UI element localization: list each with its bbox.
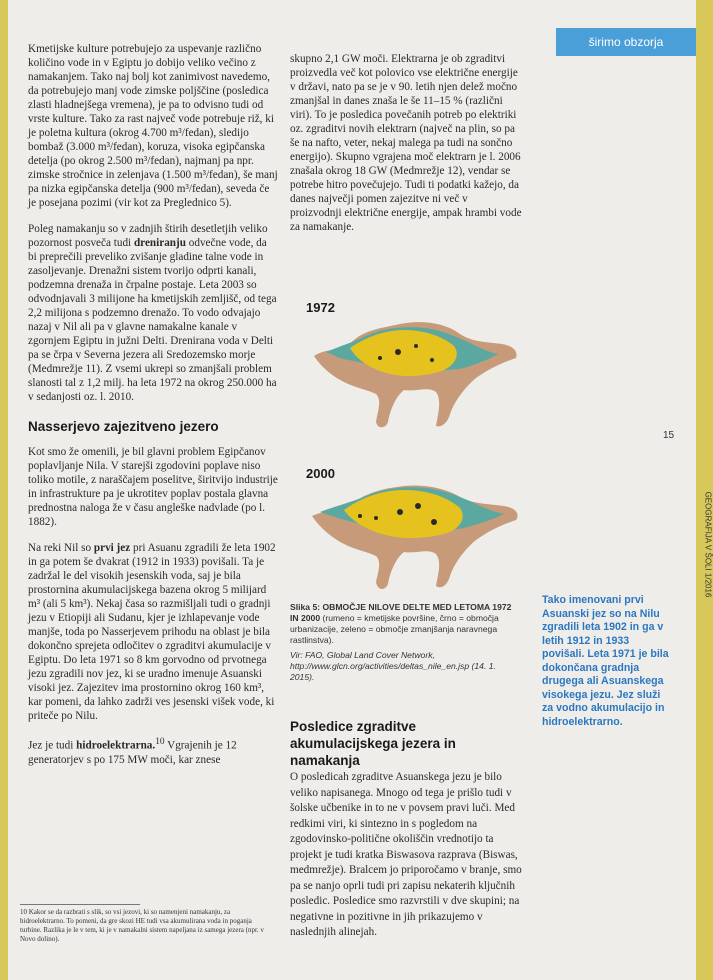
sidebar-note: Tako imenovani prvi Asuanski jez so na Nilu zgradili leta 1902 in ga v letih 1912 in 1933 povišali. Leta 1971 je bila dokončana gradnja drugega ali Asuanskega visokega jezu. Jez služi za vodno akumulacijo in hidroelektrarno. xyxy=(542,594,669,728)
footnote-divider xyxy=(20,904,140,905)
right-column-top xyxy=(290,52,522,234)
footnote-ref: 10 xyxy=(155,737,165,747)
figure-caption xyxy=(290,602,522,683)
delta-map-1972 xyxy=(304,318,524,436)
paragraph-crops: Kmetijske kulture potrebujejo za uspevanje različno količino vode in v Egiptu jo dobijo veliko večino z namakanjem. Tako naj bolj kot zanimivost navedemo, da potrebujejo manj vode zimske poljščine (posledica zlasti hladnejšega vremena), je pa to odvisno tudi od vrste kulture. Tako za rast največ vode potrebuje riž, ki je poletna kultura (okrog 4.700 m³/fedan), sledijo bombaž (3.000 m³/fedan), koruza, visoka egipčanska detelja (po okrog 2.500 m³/fedan), najmanj pa npr. zimske stročnice in zelenjava (1.500 m³/fedan), še manj pa nizka egipčanska detelja (900 m³/fedan), seveda če je posejana pozimi (vir kot za Preglednico 5). xyxy=(28,43,278,209)
paragraph-power: skupno 2,1 GW moči. Elektrarna je ob zgraditvi proizvedla več kot polovico vse električne energije v državi, nato pa se je v 90. letih njen delež močno zmanjšal in danes znaša le še 11–15 % (različni viri). To je posledica povečanih potreb po elektriki oz. zgraditvi novih elektrarn (največ na plin, so pa še na nafto, veter, nekaj malega pa tudi na sončno energijo). Skupno vgrajena moč elektrarn je l. 2006 znašala okrog 18 GW (Medmrežje 12), vendar se potrebe hitro povečujejo. Tudi ti podatki kažejo, da danes največji pomen zajezitve ni več v proizvodnji električne energije, ampak hrambi vode za namakanje. xyxy=(290,53,522,233)
page-number: 15 xyxy=(663,430,675,441)
drainage-term: dreniranju xyxy=(133,237,186,249)
paragraph-consequences: O posledicah zgraditve Asuanskega jezu je bilo veliko napisanega. Mnogo od tega je prišlo tudi v šolske učbenike in to ne v povsem pravi luči. Med redkimi viri, ki sintezno in s pogledom na zgodovinsko-politične okoliščin vrednotijo ta projekt je tudi kratka Biswasova razprava (Biswas, medmrežje). Bralcem jo priporočamo v branje, smo pa se nanjo oprli tudi pri zapisu nekaterih ključnih posledic. Posledice smo razvrstili v dve skupini; na negativne in pozitivne in jih prikazujemo v naslednjih alinejah. xyxy=(290,771,522,938)
hydro-term: hidroelektrarna. xyxy=(76,739,156,752)
section-tab xyxy=(556,28,696,56)
first-dam-term: prvi jez xyxy=(93,542,131,554)
heading-nasser-lake: Nasserjevo zajezitveno jezero xyxy=(28,419,219,434)
footnote-text: 10 Kakor se da razbrati s slik, so vsi jezovi, ki so namenjeni namakanju, za hidroelektrarno. To pomeni, da gre skozi HE tudi vsa akumulirana voda in poganja turbine. Razlika je le v tem, ki je v namakalni sistem napeljana iz samega jezera (npr. v Novo dolino). xyxy=(20,908,264,943)
delta-map-2000 xyxy=(304,482,524,594)
paragraph-hydro: Jez je tudi hidroelektrarna.$^{10}$ Vgrajenih je 12 generatorjev s po 175 MW moči, kar znese xyxy=(28,737,237,766)
paragraph-floods: Kot smo že omenili, je bil glavni problem Egipčanov poplavljanje Nila. V starejši zgodovini poplave niso toliko motile, z naraščajem poselitve, širitvijo industrije in infrastrukture pa je ukrotitev poplav postala glavna prednostna naloga že v času angleške nadvlade (po l. 1882). xyxy=(28,446,278,528)
right-column-bottom xyxy=(290,770,522,941)
caption-legend: (rumeno = kmetijske površine, črno = območja urbanizacije, zeleno = območje zmanjšanja naravnega rastlinstva). xyxy=(290,613,499,645)
section-tab-label: širimo obzorja xyxy=(588,35,664,49)
paragraph-drainage: Poleg namakanju so v zadnjih štirih desetletjih veliko pozornost posveča tudi dreniranju odvečne vode, da bi preprečili preveliko zvišanje gladine talne vode in zasoljevanje. Drenažni sistem tvorijo odprti kanali, podzemna drenaža in črpalne postaje. Leta 2003 so odvodnjavali 3 milijone ha kmetijskih zemljišč, od tega 2,2 milijona s podzemno drenažo. To vodo odvajajo nazaj v Nil ali pa v glavne namakalne kanale v zgornjem Egiptu in južni Delti. Drenirana voda v Delti pa se črpa v Severna jezera ali Sredozemsko morje (Medmrežje 11). Z vsemi ukrepi so zmanjšali problem slanosti tal z 1,2 milj. ha leta 1972 na okrog 250.000 ha v sedanjosti oz. l. 2010. xyxy=(28,223,277,403)
map-year-1972: 1972 xyxy=(306,300,335,315)
caption-title: Slika 5: OBMOČJE NILOVE DELTE MED LETOMA 1972 IN 2000 xyxy=(290,602,512,623)
caption-source: Vir: FAO, Global Land Cover Network, http://www.glcn.org/activities/deltas_nile_en.jsp (14. 1. 2015). xyxy=(290,650,496,682)
heading-consequences-wrap xyxy=(290,718,522,769)
heading-consequences: Posledice zgraditve akumulacijskega jezera in namakanja xyxy=(290,719,456,768)
magazine-page xyxy=(8,0,713,980)
map-year-2000: 2000 xyxy=(306,466,335,481)
paragraph-first-dam: Na reki Nil so prvi jez pri Asuanu zgradili že leta 1902 in ga potem še dvakrat (1912 in 1933) povišali. Ta je zadržal le del visokih jesenskih voda, saj je bila prostornina akumulacijskega bazena okrog 5 milijard m³ (ali 5 km³). Nekaj časa so razmišljali tudi o gradnji jezu v Etiopiji ali Sudanu, kjer je izhlapevanje vode manjše, toda po Nasserjevem prihodu na oblast je bila dokončno sprejeta odločitev o zgraditvi akumulacije v Egiptu. Do leta 1971 so 8 km gorvodno od prvotnega jezu zgradili nov jez, ki se uradno imenuje Asuanski visoki jez. Zajezitev ima prostornino okrog 160 km³, kar pomeni, da lahko zadrži ves jesenski višek vode, ki priteče po Nilu. xyxy=(28,542,276,722)
left-column xyxy=(28,42,278,779)
journal-name: GEOGRAFIJA V ŠOLI 1/2016 xyxy=(703,491,713,598)
